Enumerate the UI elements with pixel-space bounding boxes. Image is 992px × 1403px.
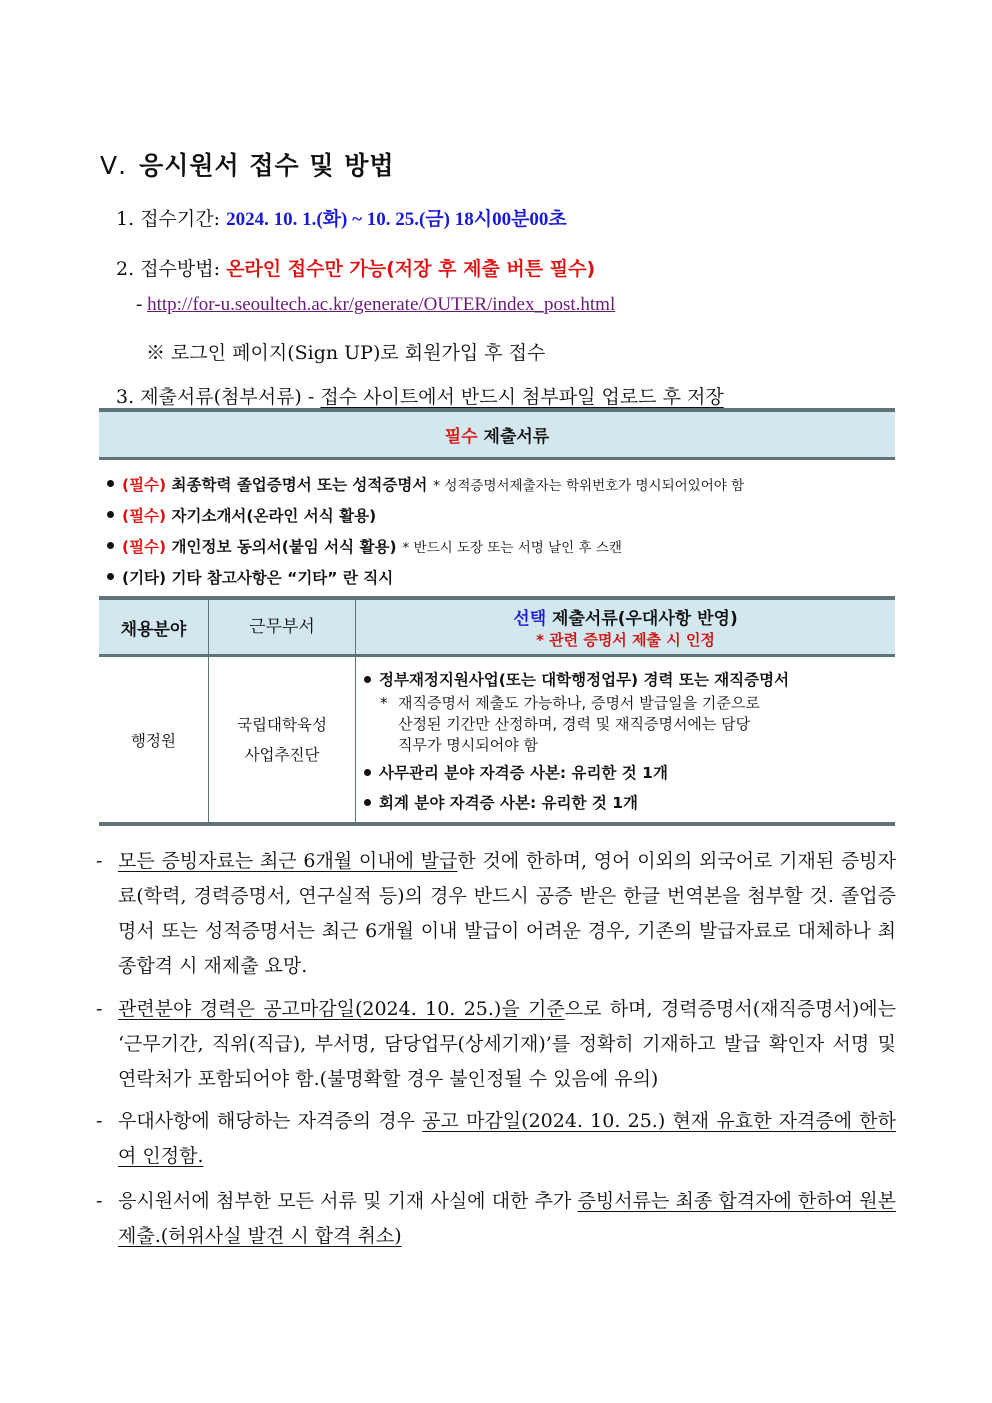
bullet-icon xyxy=(364,799,371,806)
header-optional-label: 선택 xyxy=(513,609,547,629)
item-text: 최종학력 졸업증명서 또는 성적증명서 xyxy=(171,475,428,494)
bullet-icon xyxy=(107,480,114,487)
underlined-text: 증빙서류는 최종 합격자에 한하여 원본 제출.(허위사실 발견 시 합격 취소) xyxy=(118,1190,896,1247)
paragraph-text: 응시원서에 첨부한 모든 서류 및 기재 사실에 대한 추가 xyxy=(118,1190,578,1212)
note-paragraph xyxy=(96,992,896,1097)
note-paragraph xyxy=(96,1184,896,1254)
header-rest-label: 제출서류 xyxy=(483,427,550,447)
dept-line: 국립대학육성 xyxy=(237,715,327,734)
item-note: * 성적증명서제출자는 학위번호가 명시되어있어야 함 xyxy=(433,477,745,494)
item-label: 제출서류(첨부서류) - xyxy=(140,386,315,408)
section-title xyxy=(100,146,395,182)
item-text: 사무관리 분야 자격증 사본: 유리한 것 1개 xyxy=(379,764,668,782)
list-item xyxy=(364,665,887,693)
item-number: 1. xyxy=(116,208,135,230)
item-tag: (필수) xyxy=(122,537,167,556)
required-docs-list xyxy=(99,460,895,602)
paragraph-text: 으로 하며, 경력증명서(재직증명서)에는 ‘근무기간, 직위(직급), 부서명, 담당업무(상세기재)’를 정확히 기재하고 발급 확인자 서명 및 연락처가 포함되어야 함.(불명확할 경우 불인정될 수 있음에 유의) xyxy=(118,998,896,1090)
table-header-row xyxy=(99,598,895,656)
list-item xyxy=(364,788,887,816)
list-item xyxy=(99,561,895,592)
bullet-icon xyxy=(107,573,114,580)
list-item xyxy=(99,468,895,499)
documents-value: 접수 사이트에서 반드시 첨부파일 업로드 후 저장 xyxy=(320,386,724,408)
dash: - xyxy=(96,850,103,872)
column-header-optional xyxy=(356,598,896,656)
item-period xyxy=(116,204,567,231)
column-header-dept: 근무부서 xyxy=(209,598,356,656)
item-text: 기타 참고사항은 “기타” 란 직시 xyxy=(171,568,394,587)
note-line: 산정된 기간만 산정하며, 경력 및 재직증명서에는 담당 xyxy=(398,715,751,733)
item-label: 접수기간: xyxy=(140,208,221,230)
application-url-link[interactable]: http://for-u.seoultech.ac.kr/generate/OUTER/index_post.html xyxy=(147,294,616,315)
required-docs-header xyxy=(99,408,895,460)
bullet-icon xyxy=(107,542,114,549)
dash: - xyxy=(96,998,103,1020)
url-line xyxy=(136,294,627,316)
paragraph-text: 한 것에 한하며, 영어 이외의 외국어로 기재된 증빙자료(학력, 경력증명서, 연구실적 등)의 경우 반드시 공증 받은 한글 번역본을 첨부할 것. 졸업증명서 또는 성적증명서는 최근 6개월 이내 발급이 어려운 경우, 기존의 발급자료로 대체하나 최종합격 시 재제출 요망. xyxy=(118,850,896,977)
item-tag: (필수) xyxy=(122,506,167,525)
cell-optional-docs xyxy=(356,656,896,825)
header-sub-note: * 관련 증명서 제출 시 인정 xyxy=(536,631,715,649)
item-tag: (필수) xyxy=(122,475,167,494)
item-number: 2. xyxy=(116,258,135,280)
item-tag: (기타) xyxy=(122,568,167,587)
item-note: * 반드시 도장 또는 서명 날인 후 스캔 xyxy=(402,539,622,556)
note-star: * xyxy=(380,694,388,712)
paragraph-text: 우대사항에 해당하는 자격증의 경우 xyxy=(118,1110,423,1132)
method-value: 온라인 접수만 가능(저장 후 제출 버튼 필수) xyxy=(226,258,596,280)
optional-docs-table xyxy=(99,596,895,826)
table-row xyxy=(99,656,895,825)
bullet-icon xyxy=(364,676,371,683)
dash: - xyxy=(96,1110,103,1132)
header-required-label: 필수 xyxy=(444,427,478,447)
note-paragraph xyxy=(96,1104,896,1174)
section-numeral: Ⅴ. xyxy=(100,151,128,180)
item-method xyxy=(116,254,595,281)
column-header-field: 채용분야 xyxy=(99,598,209,656)
section-title-text: 응시원서 접수 및 방법 xyxy=(139,151,395,180)
bullet-icon xyxy=(364,769,371,776)
header-rest-label: 제출서류(우대사항 반영) xyxy=(552,609,738,629)
underlined-text: 관련분야 경력은 공고마감일(2024. 10. 25.)을 기준 xyxy=(118,998,565,1020)
required-docs-table xyxy=(99,408,895,602)
signup-note: ※ 로그인 페이지(Sign UP)로 회원가입 후 접수 xyxy=(146,342,546,364)
list-item xyxy=(364,756,887,788)
underlined-text: 공고 마감일(2024. 10. 25.) 현재 유효한 자격증에 한하여 인정함. xyxy=(118,1110,896,1167)
item-label: 접수방법: xyxy=(140,258,221,280)
note-paragraph xyxy=(96,844,896,984)
cell-dept xyxy=(209,656,356,825)
item-number: 3. xyxy=(116,386,135,408)
dept-line: 사업추진단 xyxy=(244,745,320,764)
bullet-icon xyxy=(107,511,114,518)
dash: - xyxy=(96,1190,103,1212)
item-text: 개인정보 동의서(붙임 서식 활용) xyxy=(171,537,397,556)
item-text: 자기소개서(온라인 서식 활용) xyxy=(171,506,377,525)
item-text: 정부재정지원사업(또는 대학행정업무) 경력 또는 재직증명서 xyxy=(379,671,790,689)
dash: - xyxy=(136,294,143,315)
underlined-text: 모든 증빙자료는 최근 6개월 이내에 발급 xyxy=(118,850,458,872)
item-note xyxy=(364,693,887,756)
cell-field: 행정원 xyxy=(99,656,209,825)
list-item xyxy=(99,530,895,561)
item-documents xyxy=(116,382,724,409)
note-line: 직무가 명시되어야 함 xyxy=(398,736,538,754)
note-line: 재직증명서 제출도 가능하나, 증명서 발급일을 기준으로 xyxy=(398,694,760,712)
list-item xyxy=(99,499,895,530)
item-text: 회계 분야 자격증 사본: 유리한 것 1개 xyxy=(379,794,638,812)
period-value: 2024. 10. 1.(화) ~ 10. 25.(금) 18시00분00초 xyxy=(226,209,567,230)
